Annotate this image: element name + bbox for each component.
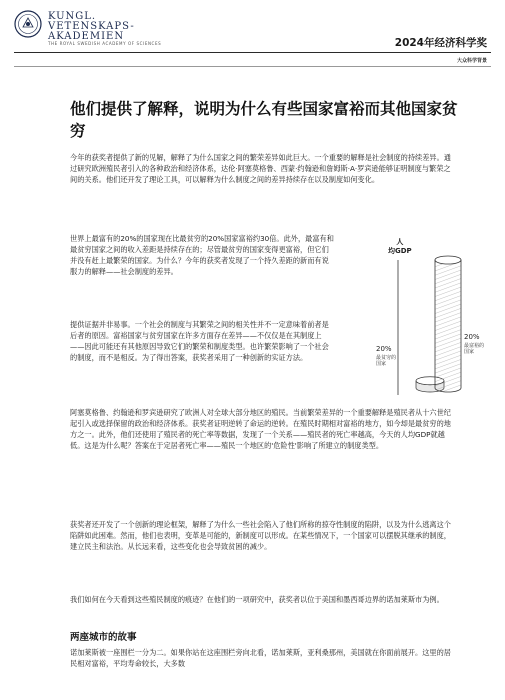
paragraph-colonization: 阿塞莫格鲁、约翰逊和罗宾逊研究了欧洲人对全球大部分地区的殖民。当前繁荣差异的一个重要解释是殖民者从十六世纪起引入或选择保留的政治和经济体系。获奖者证明逆转了命运的逆转。在殖民时期相对富裕的地方，如今却是最贫穷的地方之一。此外，他们还使用了殖民者的死亡率等数据，发现了一个关系——殖民者的死亡率越高，今天的人均GDP就越低。这是为什么呢？答案在于定居者死亡率——殖民一个地区的'危险性'影响了所建立的制度类型。 <box>70 408 451 450</box>
academy-subtitle: THE ROYAL SWEDISH ACADEMY OF SCIENCES <box>48 41 162 46</box>
paragraph-evidence: 提供证据并非易事。一个社会的制度与其繁荣之间的相关性并不一定意味着前者是后者的原因。富裕国家与贫穷国家在许多方面存在差异——不仅仅是在其制度上——因此可能还有其他原因导致它们的繁荣和制度类型。也许繁荣影响了一个社会的制度，而不是相反。为了得出答案，获奖者采用了一种创新的实证方法。 <box>70 320 329 362</box>
figure-poor-percent: 20% <box>376 345 392 353</box>
paragraph-nogales: 诺加莱斯被一座围栏一分为二。如果你站在这座围栏旁向北看，诺加莱斯，亚利桑那州，美国就在你面前展开。这里的居民相对富裕，平均寿命较长，大多数 <box>70 648 451 668</box>
section-heading-two-cities: 两座城市的故事 <box>70 632 137 643</box>
figure-poor-label: 最贫穷的 国家 <box>376 355 397 367</box>
paragraph-theory: 获奖者还开发了一个创新的理论框架，解释了为什么一些社会陷入了他们所称的掠夺性制度的陷阱，以及为什么逃离这个陷阱如此困难。然而，他们也表明，变革是可能的，新制度可以形成。在某些情况下，一个国家可以摆脱其继承的制度，建立民主和法治。从长远来看，这些变化也会导致贫困的减少。 <box>70 520 451 551</box>
paragraph-intro: 今年的获奖者提供了新的见解，解释了为什么国家之间的繁荣差异如此巨大。一个重要的解释是社会制度的持续差异。通过研究欧洲殖民者引入的各种政治和经济体系，达伦·阿塞莫格鲁、西蒙·约翰逊和詹姆斯·A·罗宾逊能够证明制度与繁荣之间的关系。他们还开发了理论工具，可以解释为什么制度之间的差异持续存在以及制度如何变化。 <box>70 153 451 184</box>
academy-name: KUNGL. VETENSKAPS- AKADEMIEN <box>48 11 135 42</box>
academy-seal-icon <box>14 10 42 38</box>
gdp-comparison-figure <box>348 230 498 405</box>
section-label: 大众科学背景 <box>456 58 487 64</box>
page-header <box>0 0 505 62</box>
prize-title: 2024年经济科学奖 <box>394 37 487 49</box>
figure-axis-label: 人 均GDP <box>388 238 412 255</box>
rich-bar-top <box>435 256 461 264</box>
academy-logo <box>14 10 194 50</box>
gdp-illustration <box>348 230 498 405</box>
paragraph-income-gap: 世界上最富有的20%的国家现在比最贫穷的20%国家富裕约30倍。此外，最富有和最贫穷国家之间的收入差距是持续存在的；尽管最贫穷的国家变得更富裕，但它们并没有赶上最繁荣的国家。为什么？今年的获奖者发现了一个持久差距的新而有说服力的解释——社会制度的差异。 <box>70 234 334 276</box>
rich-bar <box>435 260 461 392</box>
figure-rich-label: 最富裕的 国家 <box>464 343 485 355</box>
figure-bars <box>416 256 461 392</box>
sub-divider <box>14 66 491 67</box>
headline: 他们提供了解释，说明为什么有些国家富裕而其他国家贫穷 <box>70 100 458 140</box>
header-divider <box>14 52 491 53</box>
paragraph-nogales-intro: 我们如何在今天看到这些殖民制度的痕迹？在他们的一项研究中，获奖者以位于美国和墨西哥边界的诺加莱斯市为例。 <box>70 595 444 604</box>
figure-rich-percent: 20% <box>464 333 480 341</box>
